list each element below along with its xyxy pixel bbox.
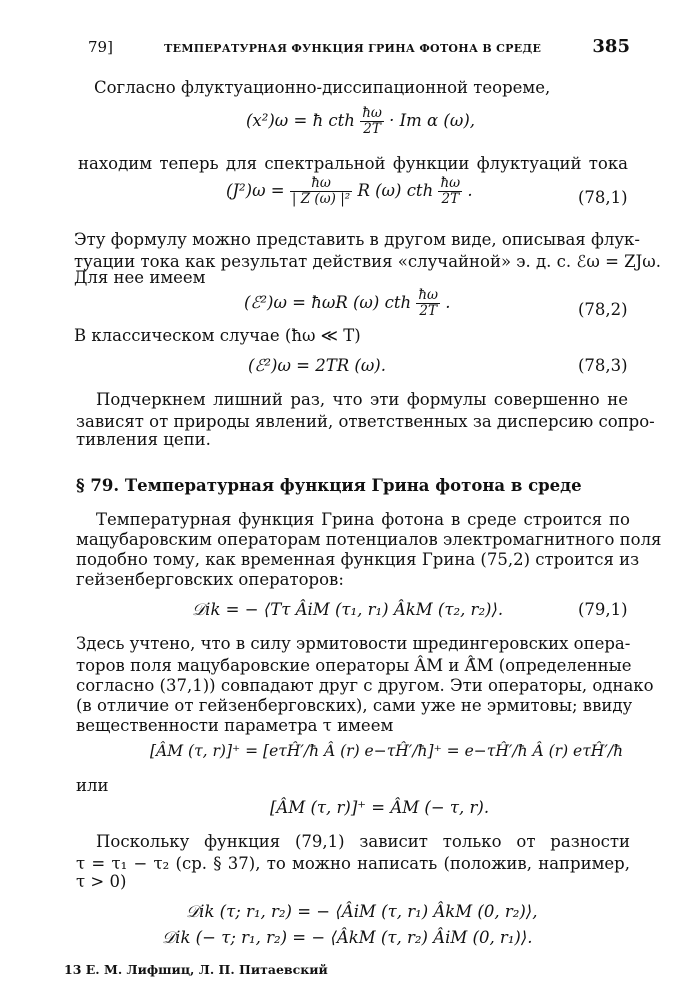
text-line: гейзенберговских операторов: xyxy=(76,570,344,589)
text-line: Здесь учтено, что в силу эрмитовости шредингеровских опера- xyxy=(76,634,631,653)
text-line: (в отличие от гейзенберговских), сами уже не эрмитовы; ввиду xyxy=(76,696,633,715)
running-title: ТЕМПЕРАТУРНАЯ ФУНКЦИЯ ГРИНА ФОТОНА В СРЕДЕ xyxy=(164,42,542,55)
equation-number: (78,2) xyxy=(578,300,628,319)
formula-78-3: (ℰ²)ω = 2TR (ω). xyxy=(248,356,386,375)
formula-fdt: (x²)ω = ħ cth $\frac{ħ\omega}{2T}$ · Im α (ω), xyxy=(246,105,476,137)
text-line: В классическом случае (ħω ≪ T) xyxy=(74,326,361,345)
equation-number: (78,1) xyxy=(578,188,628,207)
running-header xyxy=(88,36,630,62)
text-line: вещественности параметра τ имеем xyxy=(76,716,394,735)
text-line: или xyxy=(76,776,109,795)
formula-hermitian: [ÂM (τ, r)]⁺ = [eτĤ′/ħ Â (r) e−τĤ′/ħ]⁺ = e−τĤ′/ħ Â (r) eτĤ′/ħ xyxy=(150,742,624,760)
formula-d-positive: 𝒟ik (τ; r₁, r₂) = − ⟨ÂiM (τ, r₁) ÂkM (0, r₂)⟩, xyxy=(186,902,538,921)
formula-78-1: (J²)ω = $\frac{ħ\omega}{\text{| Z (ω) |²}}$ R (ω) cth $\frac{ħ\omega}{2T}$ . xyxy=(226,175,473,207)
text-line: туации тока как результат действия «случайной» э. д. с. ℰω = ZJω. xyxy=(74,252,661,271)
equation-number: (78,3) xyxy=(578,356,628,375)
formula-d-negative: 𝒟ik (− τ; r₁, r₂) = − ⟨ÂkM (τ, r₂) ÂiM (0, r₁)⟩. xyxy=(162,928,533,947)
text-line: Согласно флуктуационно-диссипационной теореме, xyxy=(94,78,551,97)
text-line: согласно (37,1)) совпадают друг с другом. Эти операторы, однако xyxy=(76,676,654,695)
text-line: Поскольку функция (79,1) зависит только от разности xyxy=(96,832,630,851)
footer-signature: 13 Е. М. Лифшиц, Л. П. Питаевский xyxy=(64,962,328,977)
section-heading: § 79. Температурная функция Грина фотона в среде xyxy=(76,476,582,495)
page-number: 385 xyxy=(592,36,630,57)
text-line: Температурная функция Грина фотона в среде строится по xyxy=(96,510,630,529)
text-line: Подчеркнем лишний раз, что эти формулы совершенно не xyxy=(96,390,628,409)
text-line: τ = τ₁ − τ₂ (ср. § 37), то можно написать (положив, например, xyxy=(76,854,630,873)
section-ref: 79] xyxy=(88,38,113,56)
text-line: зависят от природы явлений, ответственных за дисперсию сопро- xyxy=(76,412,655,431)
formula-79-1: 𝒟ik = − ⟨Tτ ÂiM (τ₁, r₁) ÂkM (τ₂, r₂)⟩. xyxy=(192,600,504,619)
formula-conjugate: [ÂM (τ, r)]⁺ = ÂM (− τ, r). xyxy=(270,798,490,817)
text-line: мацубаровским операторам потенциалов электромагнитного поля xyxy=(76,530,662,549)
text-line: находим теперь для спектральной функции флуктуаций тока xyxy=(78,154,628,173)
formula-78-2: (ℰ²)ω = ħωR (ω) cth $\frac{ħ\omega}{2T}$ . xyxy=(244,287,451,319)
text-line: подобно тому, как временная функция Грина (75,2) строится из xyxy=(76,550,640,569)
text-line: Эту формулу можно представить в другом виде, описывая флук- xyxy=(74,230,640,249)
text-line: торов поля мацубаровские операторы ÂM и Â̄M (определенные xyxy=(76,656,632,675)
text-line: тивления цепи. xyxy=(76,430,211,449)
equation-number: (79,1) xyxy=(578,600,628,619)
text-line: τ > 0) xyxy=(76,872,127,891)
text-line: Для нее имеем xyxy=(74,268,206,287)
